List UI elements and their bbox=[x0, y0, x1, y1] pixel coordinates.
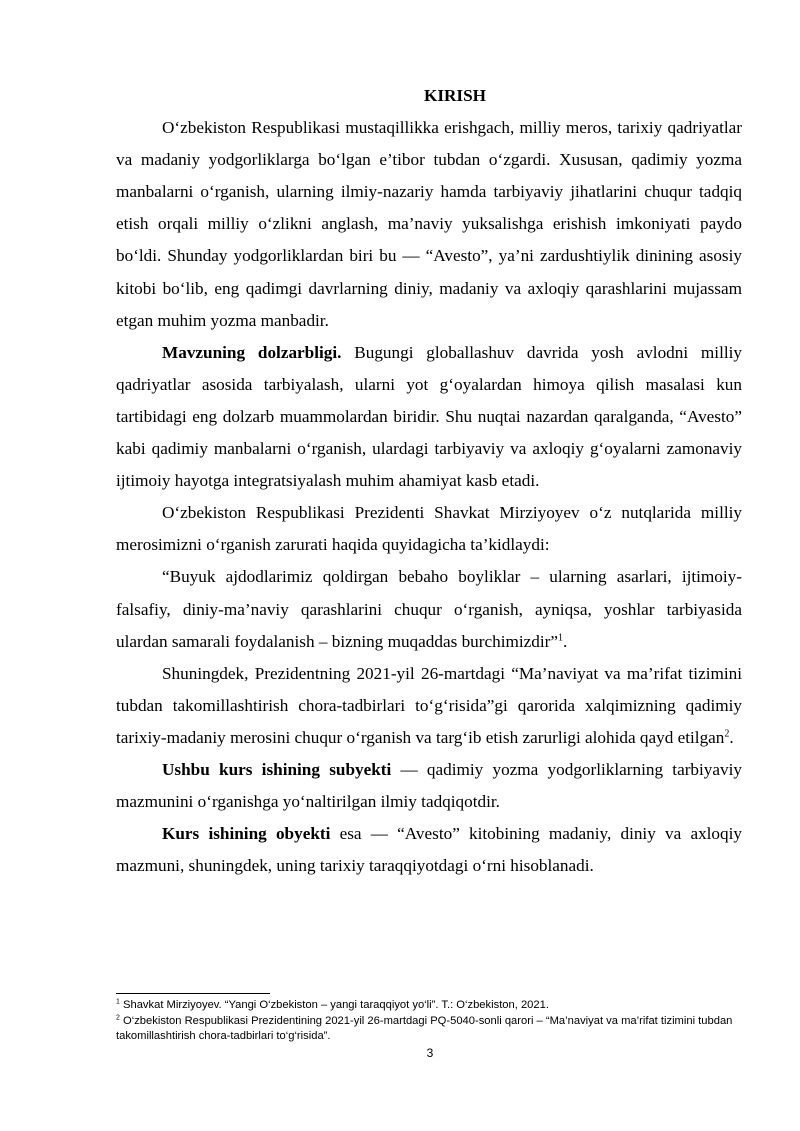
subject-label: Ushbu kurs ishining subyekti bbox=[162, 759, 392, 779]
footnote-ref-1[interactable]: 1 bbox=[557, 631, 563, 643]
footnote-1 bbox=[116, 998, 756, 1014]
footnote-text: Shavkat Mirziyoyev. “Yangi O‘zbekiston – yangi taraqqiyot yo‘li”. T.: O‘zbekiston, 2021. bbox=[119, 999, 549, 1011]
footnote-ref-2[interactable]: 2 bbox=[724, 728, 730, 740]
quote-paragraph bbox=[116, 561, 742, 657]
page-number: 3 bbox=[426, 1046, 434, 1060]
footnote-text: O‘zbekiston Respublikasi Prezidentining 2021-yil 26-martdagi PQ-5040-sonli qarori – “Ma’naviyat va ma’rifat tizimini tubdan takomillashtirish chora-tadbirlari to‘g‘risida”. bbox=[116, 1014, 733, 1043]
relevance-text: Bugungi globallashuv davrida yosh avlodni milliy qadriyatlar asosida tarbiyalash, ularni yot g‘oyalardan himoya qilish masalasi kun tartibidagi eng dolzarb muammolardan biridir. Shu nuqtai nazardan qaralganda, “Avesto” kabi qadimiy manbalarni o‘rganish, ulardagi tarbiyaviy va axloqiy g‘oyalarni zamonaviy ijtimoiy hayotga integratsiyalash muhim ahamiyat kasb etadi. bbox=[116, 342, 742, 491]
decree-text: Shuningdek, Prezidentning 2021-yil 26-martdagi “Ma’naviyat va ma’rifat tizimini tubdan takomillashtirish chora-tadbirlari to‘g‘risida”gi qarorida xalqimizning qadimiy tarixiy-madaniy merosini chuqur o‘rganish va targ‘ib etish zarurligi alohida qayd etilgan bbox=[116, 663, 742, 747]
footnote-number: 1 bbox=[116, 998, 120, 1006]
decree-paragraph bbox=[116, 658, 742, 754]
subject-paragraph bbox=[116, 754, 742, 818]
decree-end: . bbox=[729, 727, 734, 747]
relevance-paragraph bbox=[116, 337, 742, 497]
relevance-label: Mavzuning dolzarbligi. bbox=[162, 342, 342, 362]
main-text bbox=[116, 80, 742, 882]
object-paragraph bbox=[116, 818, 742, 882]
object-label: Kurs ishining obyekti bbox=[162, 824, 331, 844]
quote-end: . bbox=[562, 631, 568, 651]
footnote-separator bbox=[116, 993, 270, 994]
president-paragraph: O‘zbekiston Respublikasi Prezidenti Shavkat Mirziyoyev o‘z nutqlarida milliy merosimizni o‘rganish zarurati haqida quyidagicha ta’kidlaydi: bbox=[116, 503, 742, 555]
footnote-number: 2 bbox=[116, 1013, 120, 1021]
quote-text: “Buyuk ajdodlarimiz qoldirgan bebaho boyliklar – ularning asarlari, ijtimoiy-falsafiy, diniy-ma’naviy qarashlarini chuqur o‘rganish, ayniqsa, yoshlar tarbiyasida ulardan samarali foydalanish – bizning muqaddas burchimizdir” bbox=[116, 567, 742, 651]
subject-text: — qadimiy yozma yodgorliklarning tarbiyaviy mazmunini o‘rganishga yo‘naltirilgan ilmiy tadqiqotdir. bbox=[116, 759, 742, 812]
section-heading: KIRISH bbox=[423, 86, 487, 105]
footnote-2 bbox=[116, 1014, 756, 1045]
object-text: esa — “Avesto” kitobining madaniy, diniy va axloqiy mazmuni, shuningdek, uning tarixiy taraqqiyotdagi o‘rni hisoblanadi. bbox=[116, 824, 742, 876]
intro-paragraph: O‘zbekiston Respublikasi mustaqillikka erishgach, milliy meros, tarixiy qadriyatlar va madaniy yodgorliklarga bo‘lgan e’tibor tubdan o‘zgardi. Xususan, qadimiy yozma manbalarni o‘rganish, ularning ilmiy-nazariy hamda tarbiyaviy jihatlarini chuqur tadqiq etish orqali milliy o‘zlikni anglash, ma’naviy yuksalishga erishish imkoniyati paydo bo‘ldi. Shunday yodgorliklardan biri bu — “Avesto”, ya’ni zardushtiylik dinining asosiy kitobi bo‘lib, eng qadimgi davrlarning diniy, madaniy va axloqiy qarashlarini mujassam etgan muhim yozma manbadir. bbox=[116, 118, 742, 330]
footnotes bbox=[116, 998, 756, 1045]
